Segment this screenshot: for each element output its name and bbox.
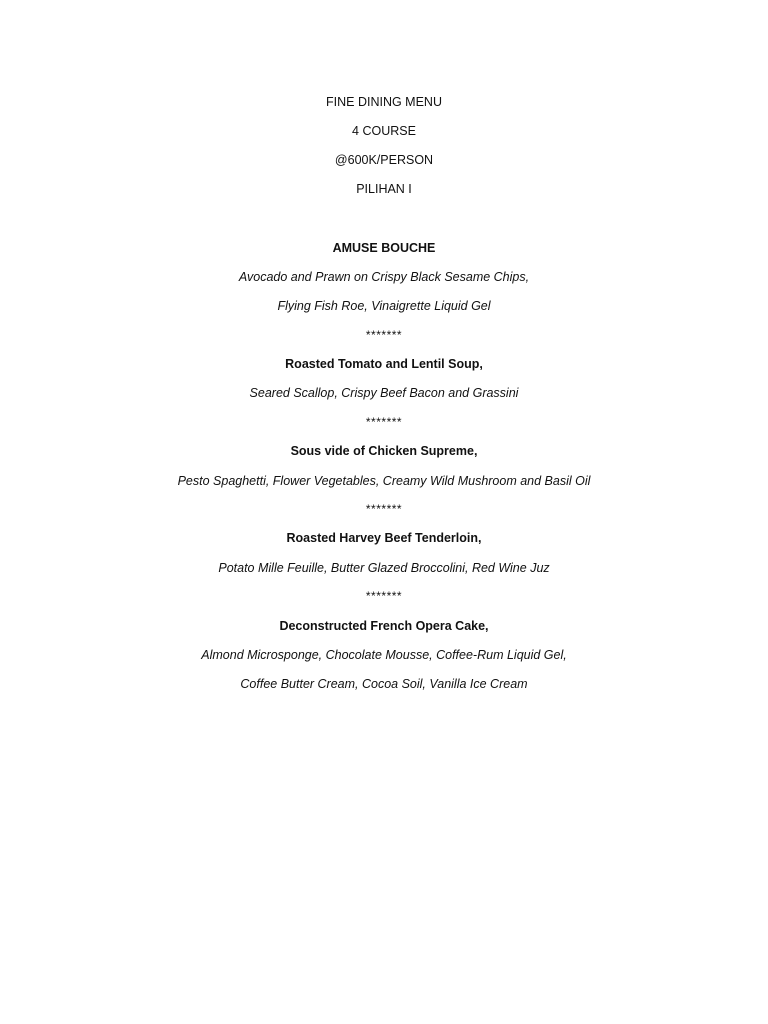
course-count: 4 COURSE [352, 124, 416, 138]
dessert-description-1: Almond Microsponge, Chocolate Mousse, Coffee-Rum Liquid Gel, [201, 648, 567, 662]
soup-heading: Roasted Tomato and Lentil Soup, [285, 357, 483, 371]
dessert-heading: Deconstructed French Opera Cake, [279, 619, 489, 633]
price-per-person: @600K/PERSON [334, 153, 434, 167]
course-separator: ******* [365, 415, 403, 429]
soup-description: Seared Scallop, Crispy Beef Bacon and Grassini [249, 386, 519, 400]
course-separator: ******* [365, 328, 403, 342]
menu-title: FINE DINING MENU [326, 95, 442, 109]
course-separator: ******* [365, 589, 403, 603]
option-label: PILIHAN I [356, 182, 412, 196]
amuse-bouche-heading: AMUSE BOUCHE [332, 241, 436, 255]
amuse-bouche-description-2: Flying Fish Roe, Vinaigrette Liquid Gel [277, 299, 491, 313]
beef-description: Potato Mille Feuille, Butter Glazed Broccolini, Red Wine Juz [218, 561, 550, 575]
chicken-heading: Sous vide of Chicken Supreme, [290, 444, 478, 458]
dessert-description-2: Coffee Butter Cream, Cocoa Soil, Vanilla Ice Cream [240, 677, 528, 691]
amuse-bouche-description-1: Avocado and Prawn on Crispy Black Sesame Chips, [238, 270, 530, 284]
course-separator: ******* [365, 502, 403, 516]
chicken-description: Pesto Spaghetti, Flower Vegetables, Creamy Wild Mushroom and Basil Oil [177, 474, 591, 488]
beef-heading: Roasted Harvey Beef Tenderloin, [286, 531, 482, 545]
